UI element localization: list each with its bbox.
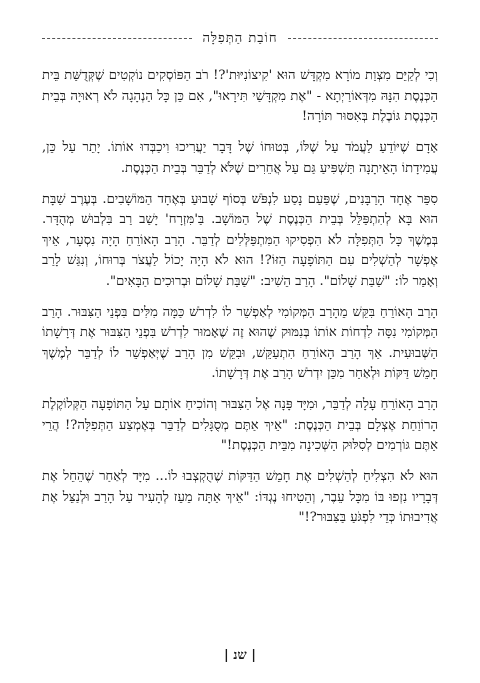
paragraph: הָרַב הָאוֹרֵחַ עָלָה לְדַבֵּר, וּמִיָּד פָּנָה אֶל הַצִּבּוּר וְהוֹכִיחַ אוֹתָם עַל הַתּוֹפָעָה הַקְּלוֹקֶלֶת הָרוֹוַחַת אֶצְלָם בְּבֵית הַכְּנֶסֶת: "אֵיךְ אַתֶּם מְסֻגָּלִים לְדַבֵּר בְּאֶמְצַע הַתְּפִלָּה?! הֲרֵי אַתֶּם גּוֹרְמִים לְסִלּוּק הַשְּׁכִינָה מִבֵּית הַכְּנֶסֶת!" <box>41 397 438 453</box>
page-number: | שנ | <box>224 648 256 663</box>
paragraph: אָדָם שֶׁיּוֹדֵעַ לַעֲמֹד עַל שֶׁלּוֹ, בְּטוּחוֹ שֶׁל דָּבָר יַעֲרִיכוּ וִיכַבְּדוּ אוֹתוֹ. יָתֵר עַל כֵּן, עֲמִידָתוֹ הָאֵיתָנָה תַּשְׁפִּיעַ גַּם עַל אֲחֵרִים שֶׁלֹּא לְדַבֵּר בְּבֵית הַכְּנֶסֶת. <box>42 140 438 176</box>
paragraph: הוּא לֹא הִצְלִיחַ לְהַשְׁלִים אֶת חָמֵשׁ הַדַּקּוֹת שֶׁהֻקְצְבוּ לוֹ... מִיָּד לְאַחַר שֶׁהֵחֵל אֶת דְּבָרָיו נִזְפוּ בּוֹ מִכָּל עֵבֶר, וְהֵטִיחוּ נֶגְדּוֹ: "אֵיךְ אַתָּה מֵעֵז לְהָעִיר עַל הָרַב וּלְנַצֵּל אֶת אֲדִיבוּתוֹ כְּדֵי לִפְגֹּעַ בַּצִּבּוּר?!" <box>42 469 438 525</box>
running-header-title: חוֹבַת הַתְּפִלָּה <box>202 31 278 46</box>
paragraph: סִפֵּר אֶחָד הָרַבָּנִים, שֶׁפַּעַם נָסַע לִנְפֹּשׁ בְּסוֹף שָׁבוּעַ בְּאֶחָד הַמּוֹשָׁבִים. בְּעֶרֶב שַׁבָּת הוּא בָּא לְהִתְפַּלֵּל בְּבֵית הַכְּנֶסֶת שֶׁל הַמּוֹשָׁב. בַּ'מִּזְרָח' יָשַׁב רַב בִּלְבוּשׁ מְהֻדָּר. בְּמֶשֶׁךְ כָּל הַתְּפִלָּה לֹא הִפְסִיקוּ הַמִּתְפַּלְּלִים לְדַבֵּר. הָרַב הָאוֹרֵחַ הָיָה נִסְעָר, אֵיךְ אֶפְשָׁר לְהַשְׁלִים עִם הַתּוֹפָעָה הַזּוֹ?! הוּא לֹא הָיָה יָכוֹל לַעֲצֹר בְּרוּחוֹ, וְנִגַּשׁ לָרַב וְאָמַר לוֹ: "שַׁבַּת שָׁלוֹם". הָרַב הֵשִׁיב: "שַׁבַּת שָׁלוֹם וּבְרוּכִים הַבָּאִים". <box>42 191 438 289</box>
paragraph: וְכִי לְקַיֵּם מִצְוַת מוֹרָא מִקְדָּשׁ הוּא 'קִיצוֹנִיּוּת'?! רֹב הַפּוֹסְקִים נוֹקְטִים שֶׁקְּדֻשַּׁת בֵּית הַכְּנֶסֶת הִנָּהּ מִדְּאוֹרַיְתָא - "אֶת מִקְדָּשַׁי תִּירָאוּ", אִם כֵּן כָּל הַנְהָגָה לֹא רְאוּיָה בְּבֵית הַכְּנֶסֶת גּוֹבֶלֶת בְּאִסּוּר תּוֹרָה! <box>42 68 438 124</box>
header-rule-right <box>288 38 438 39</box>
page-body <box>42 66 438 539</box>
paragraph: הָרַב הָאוֹרֵחַ בִּקֵּשׁ מֵהָרַב הַמְּקוֹמִי לְאַפְשֵׁר לוֹ לִדְרֹשׁ כַּמָּה מִלִּים בִּפְנֵי הַצִּבּוּר. הָרַב הַמְּקוֹמִי נִסָּה לִדְחוֹת אוֹתוֹ בְּנִמּוּק שֶׁהוּא זֶה שֶׁאָמוּר לִדְרֹשׁ בִּפְנֵי הַצִּבּוּר אֶת דְּרָשָׁתוֹ הַשְּׁבוּעִית. אַךְ הָרַב הָאוֹרֵחַ הִתְעַקֵּשׁ, וּבִקֵּשׁ מִן הָרַב שֶׁיְּאַפְשֵׁר לוֹ לְדַבֵּר לְמֶשֶׁךְ חָמֵשׁ דַּקּוֹת וּלְאַחַר מִכֵּן יִדְרֹשׁ הָרַב אֶת דְּרָשָׁתוֹ. <box>42 304 438 381</box>
header-rule-left <box>42 38 192 39</box>
running-header <box>42 30 438 46</box>
